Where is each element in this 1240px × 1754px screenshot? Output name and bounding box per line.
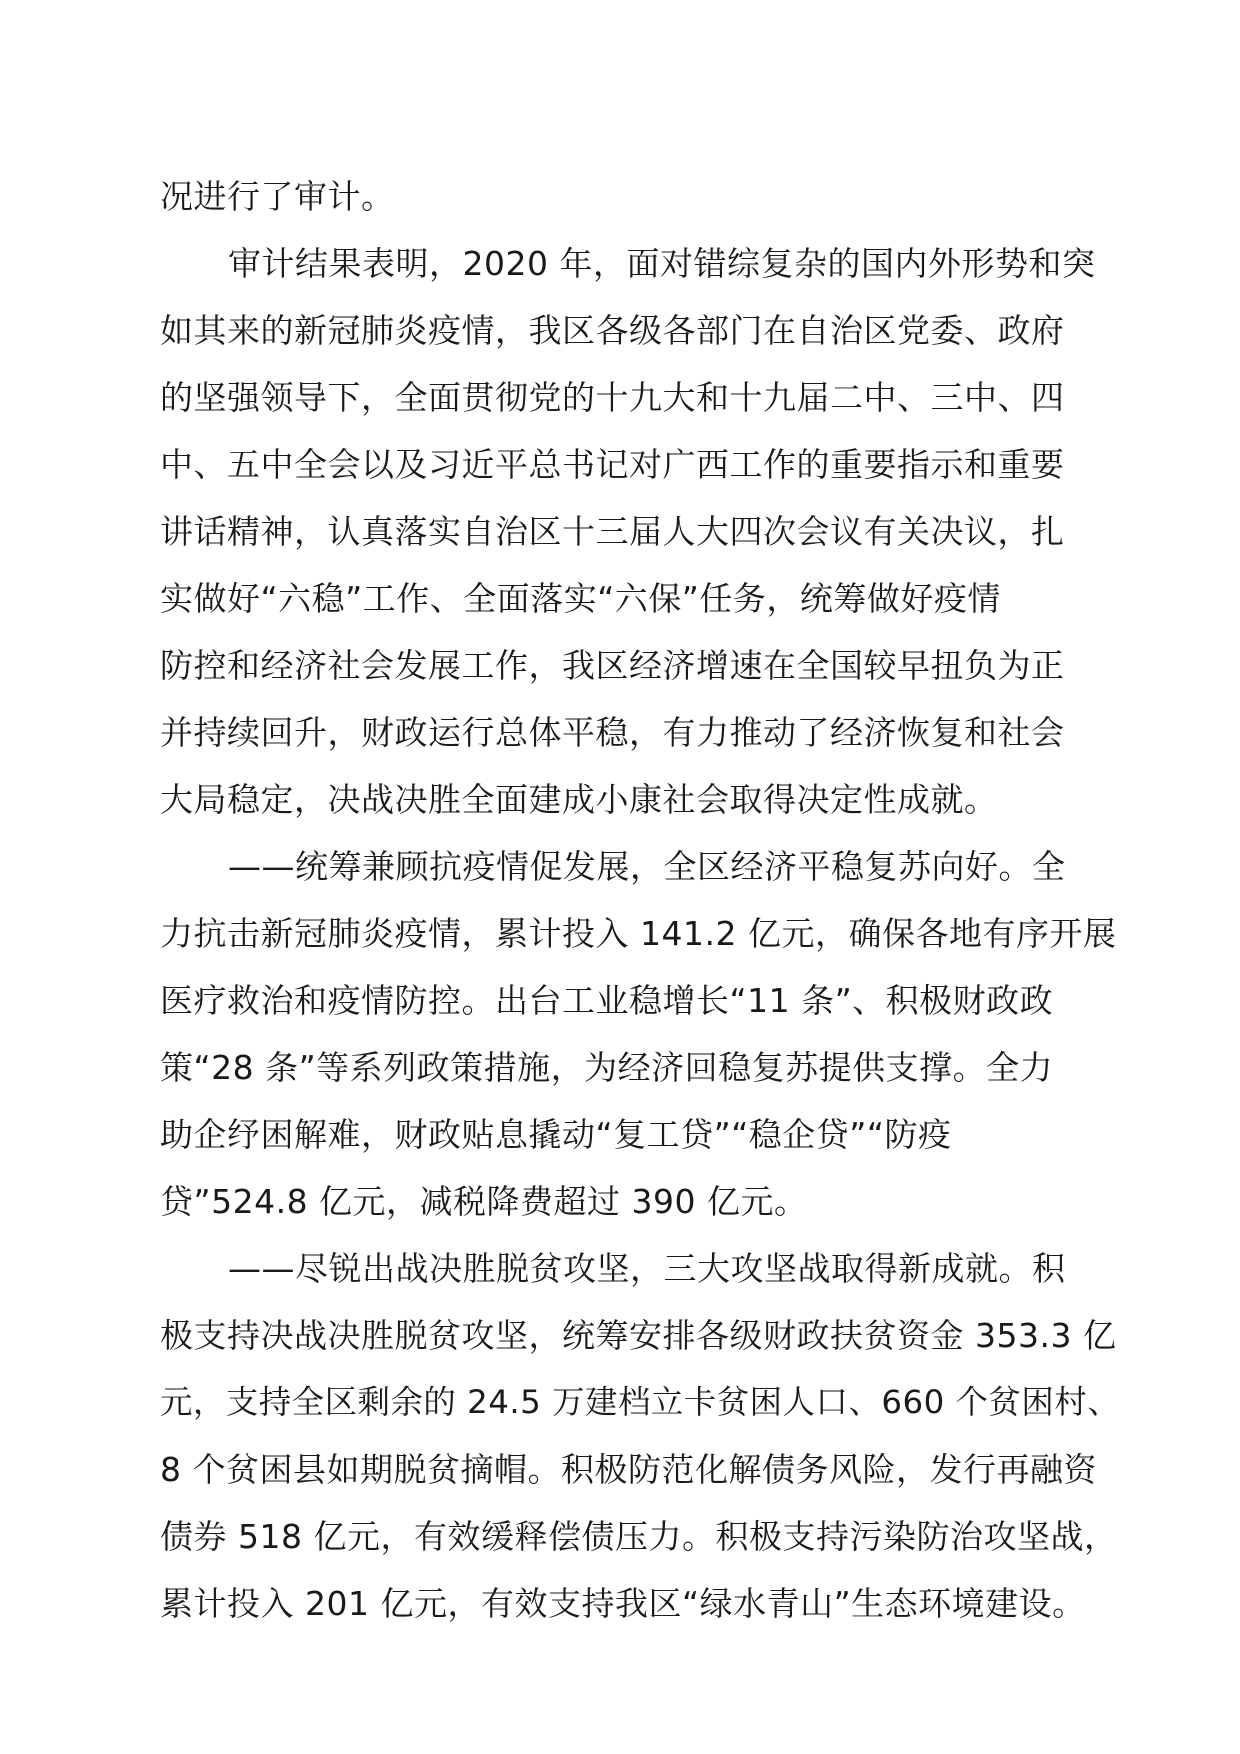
text-line: 的坚强领导下，全面贯彻党的十九大和十九届二中、三中、四: [160, 378, 1065, 417]
text-line: 医疗救治和疫情防控。出台工业稳增长“11 条”、积极财政政: [160, 981, 1054, 1020]
text-line: 极支持决战决胜脱贫攻坚，统筹安排各级财政扶贫资金 353.3 亿: [160, 1316, 1117, 1355]
text-line: 助企纾困解难，财政贴息撬动“复工贷”“稳企贷”“防疫: [160, 1115, 952, 1154]
paragraph-first-line: 审计结果表明，2020 年，面对错综复杂的国内外形势和突: [228, 244, 1096, 283]
text-line: 防控和经济社会发展工作，我区经济增速在全国较早扭负为正: [160, 646, 1065, 685]
text-line: 贷”524.8 亿元，减税降费超过 390 亿元。: [160, 1182, 808, 1221]
text-line: 元，支持全区剩余的 24.5 万建档立卡贫困人口、660 个贫困村、: [160, 1383, 1121, 1421]
text-line: 债券 518 亿元，有效缓释偿债压力。积极支持污染防治攻坚战，: [160, 1517, 1118, 1556]
paragraph-first-line: ——尽锐出战决胜脱贫攻坚，三大攻坚战取得新成就。积: [228, 1249, 1066, 1288]
text-line: 8 个贫困县如期脱贫摘帽。积极防范化解债务风险，发行再融资: [160, 1450, 1097, 1489]
text-line: 况进行了审计。: [160, 177, 395, 216]
paragraph-first-line: ——统筹兼顾抗疫情促发展，全区经济平稳复苏向好。全: [228, 847, 1066, 886]
text-line: 实做好“六稳”工作、全面落实“六保”任务，统筹做好疫情: [160, 579, 1001, 618]
text-line: 讲话精神，认真落实自治区十三届人大四次会议有关决议，扎: [160, 512, 1065, 551]
text-line: 力抗击新冠肺炎疫情，累计投入 141.2 亿元，确保各地有序开展: [160, 914, 1117, 953]
text-line: 中、五中全会以及习近平总书记对广西工作的重要指示和重要: [160, 445, 1065, 484]
text-line: 大局稳定，决战决胜全面建成小康社会取得决定性成就。: [160, 780, 998, 819]
text-line: 如其来的新冠肺炎疫情，我区各级各部门在自治区党委、政府: [160, 311, 1065, 350]
text-line: 累计投入 201 亿元，有效支持我区“绿水青山”生态环境建设。: [160, 1584, 1086, 1623]
document-body: [160, 163, 1120, 1637]
text-line: 并持续回升，财政运行总体平稳，有力推动了经济恢复和社会: [160, 713, 1065, 752]
text-line: 策“28 条”等系列政策措施，为经济回稳复苏提供支撑。全力: [160, 1048, 1054, 1087]
